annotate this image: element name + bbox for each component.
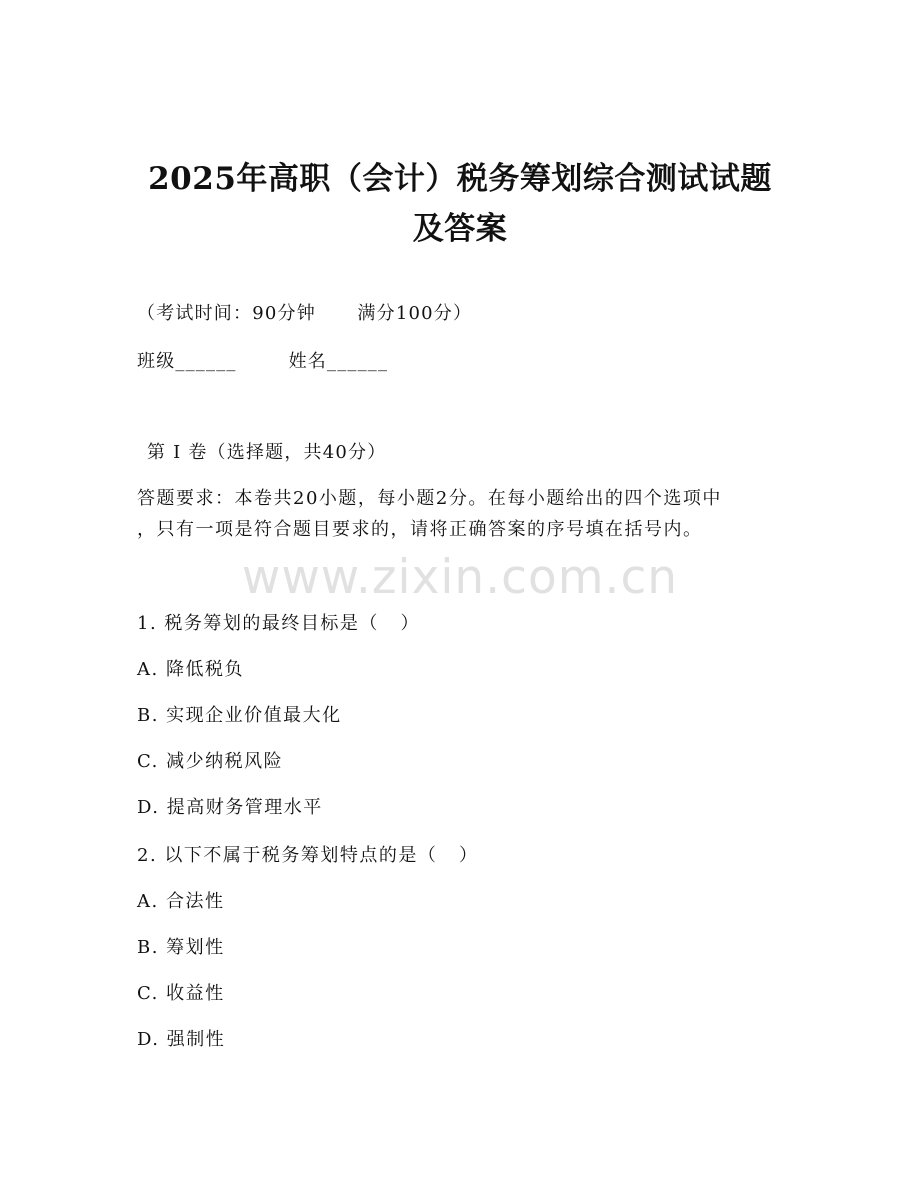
question-1-option-a: A. 降低税负 [137, 659, 244, 680]
section-heading: 第 I 卷（选择题，共40分） [147, 442, 387, 463]
question-1-stem: 1. 税务筹划的最终目标是（ ） [137, 613, 421, 634]
class-label: 班级______ [137, 351, 237, 372]
question-2-option-a: A. 合法性 [137, 891, 225, 912]
requirements-line-1: 答题要求：本卷共20小题，每小题2分。在每小题给出的四个选项中 [137, 488, 722, 509]
question-2-option-b: B. 筹划性 [137, 937, 225, 958]
question-2-option-c: C. 收益性 [137, 983, 225, 1004]
watermark: www.zixin.com.cn [241, 550, 679, 605]
document-title-line-2: 及答案 [412, 211, 508, 247]
exam-meta: （考试时间：90分钟 满分100分） [137, 303, 473, 324]
document-title-line-1: 2025年高职（会计）税务筹划综合测试试题 [148, 161, 772, 197]
name-label: 姓名______ [288, 351, 389, 372]
question-1-option-c: C. 减少纳税风险 [137, 751, 284, 772]
question-2-stem: 2. 以下不属于税务筹划特点的是（ ） [137, 845, 479, 866]
question-1-option-d: D. 提高财务管理水平 [137, 797, 323, 818]
class-name-row [137, 350, 388, 374]
requirements-line-2: ，只有一项是符合题目要求的，请将正确答案的序号填在括号内。 [137, 519, 703, 540]
question-2-option-d: D. 强制性 [137, 1029, 226, 1050]
question-1-option-b: B. 实现企业价值最大化 [137, 705, 342, 726]
